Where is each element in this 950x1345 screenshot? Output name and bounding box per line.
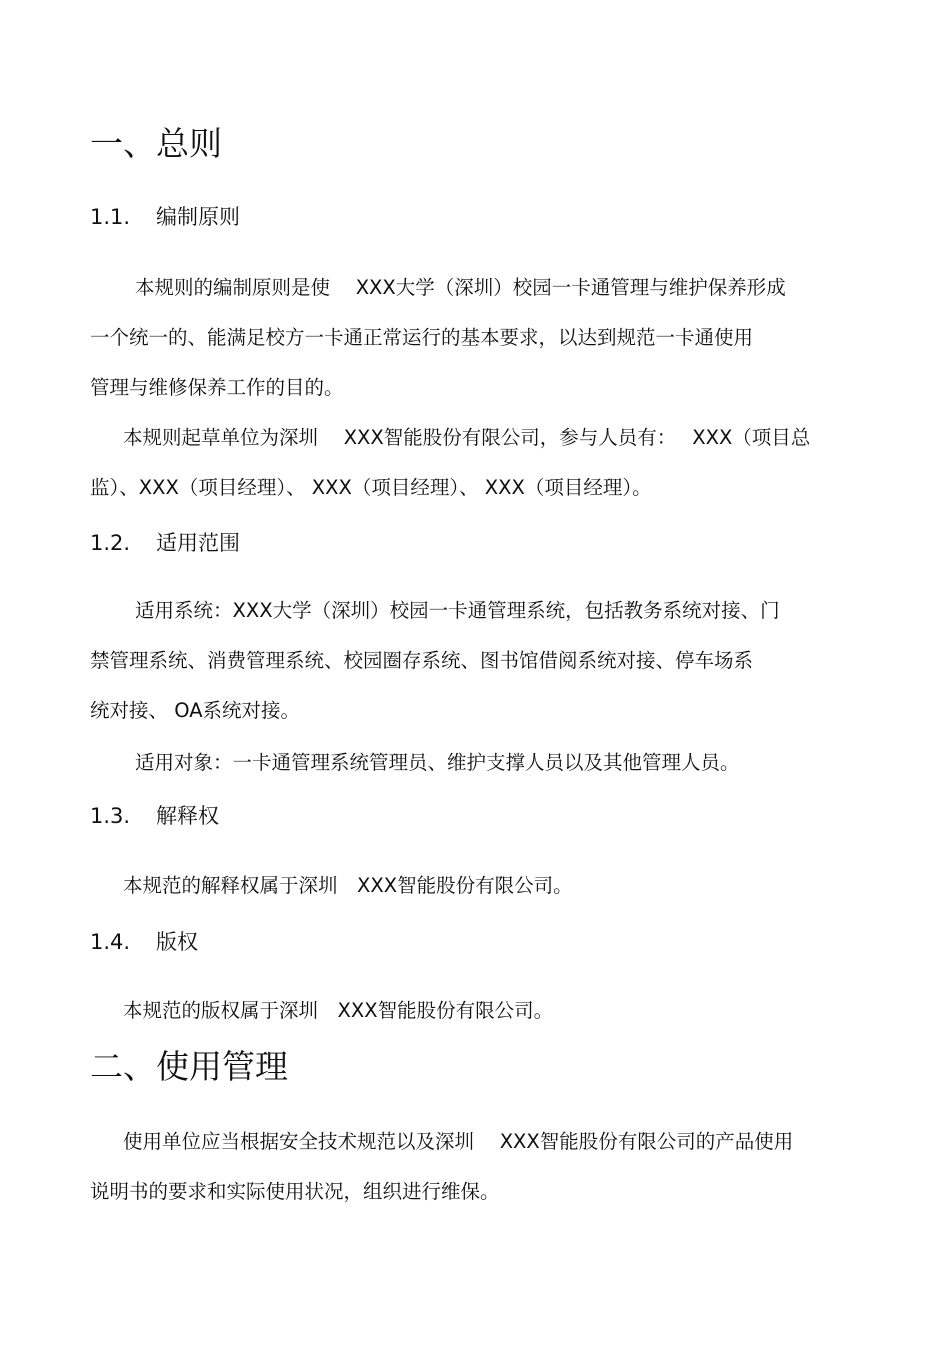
subsection-heading (90, 801, 219, 831)
paragraph (90, 263, 786, 413)
subsection-title: 适用范围 (156, 531, 240, 555)
paragraph-line: 本规范的解释权属于深圳 XXX智能股份有限公司。 (123, 874, 573, 897)
paragraph-line: 本规则起草单位为深圳 XXX智能股份有限公司，参与人员有： XXX（项目总 (123, 426, 811, 449)
paragraph-line: 适用对象：一卡通管理系统管理员、维护支撑人员以及其他管理人员。 (135, 751, 740, 774)
paragraph-line: 使用单位应当根据安全技术规范以及深圳 XXX智能股份有限公司的产品使用 (123, 1130, 794, 1153)
paragraph (90, 861, 573, 911)
paragraph-line: 说明书的要求和实际使用状况，组织进行维保。 (90, 1180, 500, 1203)
paragraph-line: 统对接、 OA系统对接。 (90, 699, 301, 722)
paragraph (90, 986, 553, 1036)
subsection-number: 1.3. (90, 804, 131, 828)
paragraph (90, 413, 810, 513)
subsection-title: 编制原则 (156, 205, 240, 229)
paragraph-line: 一个统一的、能满足校方一卡通正常运行的基本要求，以达到规范一卡通使用 (90, 326, 754, 349)
paragraph-line: 管理与维修保养工作的目的。 (90, 376, 344, 399)
paragraph-line: 本规则的编制原则是使 XXX大学（深圳）校园一卡通管理与维护保养形成 (135, 276, 786, 299)
section-heading (90, 1047, 288, 1087)
section-heading-text: 一、总则 (90, 124, 222, 163)
paragraph-line: 本规范的版权属于深圳 XXX智能股份有限公司。 (123, 999, 554, 1022)
paragraph-line: 监）、XXX（项目经理）、 XXX（项目经理）、 XXX（项目经理）。 (90, 476, 652, 499)
section-heading (90, 124, 222, 164)
subsection-title: 版权 (156, 930, 198, 954)
subsection-heading (90, 927, 198, 957)
paragraph-line: 禁管理系统、消费管理系统、校园圈存系统、图书馆借阅系统对接、停车场系 (90, 649, 754, 672)
subsection-number: 1.4. (90, 930, 131, 954)
paragraph-line: 适用系统：XXX大学（深圳）校园一卡通管理系统，包括教务系统对接、门 (135, 599, 780, 622)
paragraph (90, 738, 740, 788)
paragraph (90, 1117, 793, 1217)
subsection-number: 1.2. (90, 531, 131, 555)
subsection-heading (90, 528, 240, 558)
subsection-number: 1.1. (90, 205, 131, 229)
paragraph (90, 586, 780, 736)
subsection-title: 解释权 (156, 804, 219, 828)
subsection-heading (90, 202, 240, 232)
section-heading-text: 二、使用管理 (90, 1047, 288, 1086)
